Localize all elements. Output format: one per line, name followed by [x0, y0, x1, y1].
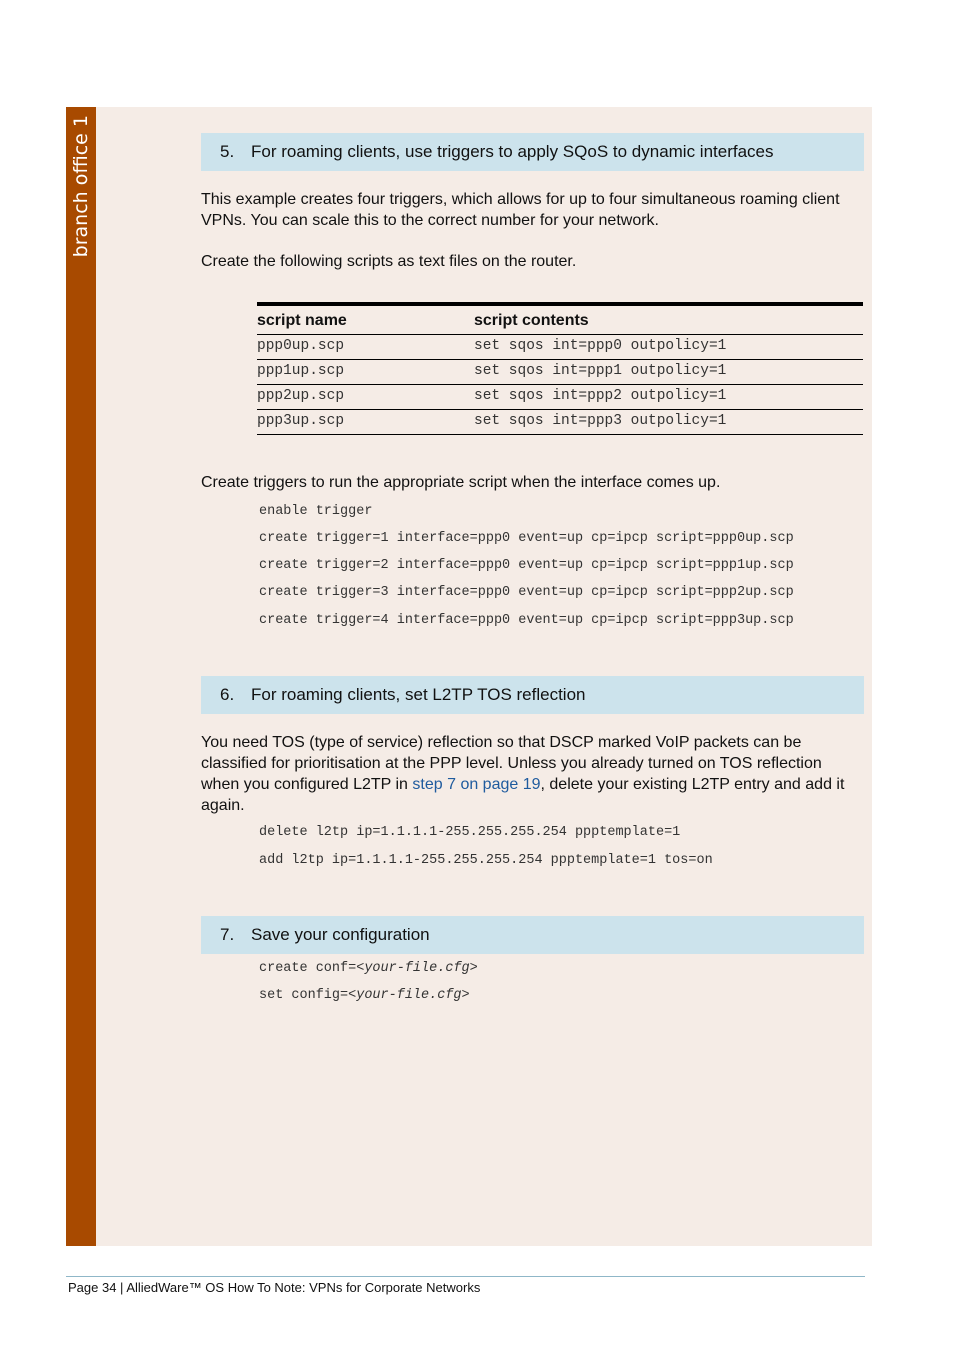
code-line	[259, 988, 470, 1003]
code-text: >	[469, 961, 478, 976]
step-title: Save your configuration	[251, 925, 430, 944]
script-contents-cell: set sqos int=ppp0 outpolicy=1	[474, 338, 727, 354]
chapter-label-text: branch office 1	[70, 115, 92, 258]
code-line: create trigger=2 interface=ppp0 event=up cp=ipcp script=ppp1up.scp	[259, 558, 794, 573]
chapter-label	[66, 107, 96, 257]
code-line: create trigger=1 interface=ppp0 event=up cp=ipcp script=ppp0up.scp	[259, 531, 794, 546]
script-name-cell: ppp3up.scp	[257, 413, 345, 429]
step-5-intro: This example creates four triggers, which allows for up to four simultaneous roaming client VPNs. You can scale this to the correct number for your network.	[201, 191, 840, 229]
step-6-description	[201, 732, 856, 816]
step-title: For roaming clients, use triggers to apply SQoS to dynamic interfaces	[251, 142, 774, 161]
code-text: set config=<	[259, 988, 357, 1003]
code-line: enable trigger	[259, 504, 373, 519]
scripts-table	[257, 302, 863, 435]
code-placeholder: your-file.cfg	[364, 961, 470, 976]
table-row	[257, 410, 863, 435]
code-line	[259, 961, 478, 976]
script-name-cell: ppp2up.scp	[257, 388, 345, 404]
column-header: script name	[257, 312, 347, 329]
script-name-cell: ppp1up.scp	[257, 363, 345, 379]
code-text: create conf=<	[259, 961, 365, 976]
step-number: 5.	[220, 142, 235, 161]
footer-divider	[66, 1276, 865, 1277]
step-7-header	[201, 916, 864, 954]
script-contents-cell: set sqos int=ppp3 outpolicy=1	[474, 413, 727, 429]
code-line: create trigger=3 interface=ppp0 event=up cp=ipcp script=ppp2up.scp	[259, 585, 794, 600]
table-row	[257, 385, 863, 410]
table-header-row	[257, 306, 863, 335]
table-row	[257, 360, 863, 385]
step-6-header	[201, 676, 864, 714]
code-line: add l2tp ip=1.1.1.1-255.255.255.254 ppptemplate=1 tos=on	[259, 853, 713, 868]
code-line: delete l2tp ip=1.1.1.1-255.255.255.254 ppptemplate=1	[259, 825, 681, 840]
step-number: 7.	[220, 925, 235, 944]
description-text: You need TOS (type of service) reflection so that DSCP marked VoIP packets can be classified for prioritisation at the PPP level. Unless you already turned on TOS reflection when you configured L2TP in	[201, 734, 822, 793]
code-placeholder: your-file.cfg	[356, 988, 462, 1003]
description-text: , delete your existing L2TP entry and add it again.	[201, 776, 845, 814]
column-header: script contents	[474, 312, 589, 329]
script-contents-cell: set sqos int=ppp1 outpolicy=1	[474, 363, 727, 379]
step-5-header	[201, 133, 864, 171]
step-5-trigger-intro: Create triggers to run the appropriate script when the interface comes up.	[201, 474, 721, 491]
code-line: create trigger=4 interface=ppp0 event=up cp=ipcp script=ppp3up.scp	[259, 613, 794, 628]
table-row	[257, 335, 863, 360]
script-name-cell: ppp0up.scp	[257, 338, 345, 354]
code-text: >	[461, 988, 470, 1003]
step-5-instruction: Create the following scripts as text files on the router.	[201, 253, 577, 270]
step-7-page-19-link[interactable]: step 7 on page 19	[412, 776, 541, 793]
chapter-sidebar	[66, 107, 96, 1246]
script-contents-cell: set sqos int=ppp2 outpolicy=1	[474, 388, 727, 404]
page-footer: Page 34 | AlliedWare™ OS How To Note: VPNs for Corporate Networks	[68, 1280, 481, 1295]
step-number: 6.	[220, 685, 235, 704]
step-title: For roaming clients, set L2TP TOS reflection	[251, 685, 586, 704]
